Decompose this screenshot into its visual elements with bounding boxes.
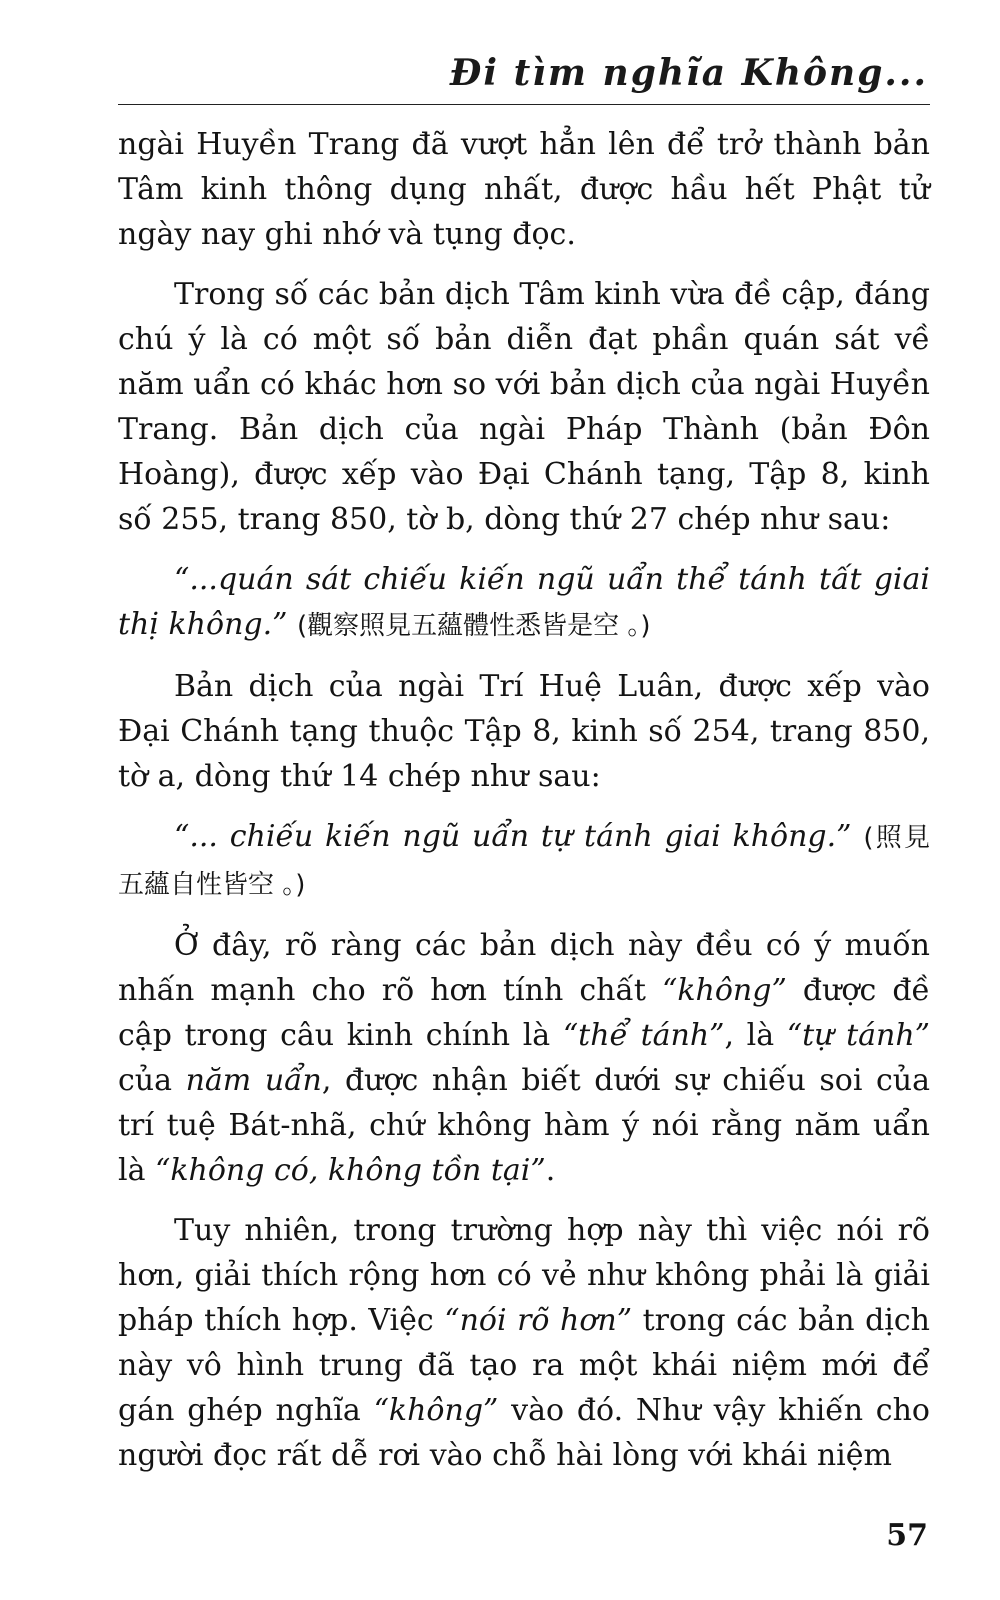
paragraph-2: Trong số các bản dịch Tâm kinh vừa đề cập, đáng chú ý là có một số bản diễn đạt phần quán sát về năm uẩn có khác hơn so với bản dịch của ngài Huyền Trang. Bản dịch của ngài Pháp Thành (bản Đôn Hoàng), được xếp vào Đại Chánh tạng, Tập 8, kinh số 255, trang 850, tờ b, dòng thứ 27 chép như sau:	[118, 277, 930, 537]
running-header: Đi tìm nghĩa Không...	[449, 52, 928, 94]
quote-2-text: “... chiếu kiến ngũ uẩn tự tánh giai không.”	[174, 819, 852, 854]
p4-em: “không có, không tồn tại”	[155, 1153, 546, 1188]
p5-em: “không”	[373, 1393, 499, 1428]
p5-em: “nói rõ hơn”	[444, 1303, 633, 1338]
p4-text: , là	[724, 1018, 787, 1053]
p4-em: “tự tánh”	[786, 1018, 931, 1053]
paragraph-3: Bản dịch của ngài Trí Huệ Luân, được xếp vào Đại Chánh tạng thuộc Tập 8, kinh số 254, trang 850, tờ a, dòng thứ 14 chép như sau:	[118, 669, 930, 794]
p4-em: “thể tánh”	[562, 1018, 725, 1053]
p4-text: được đề cập trong câu kinh chính là	[118, 973, 930, 1053]
p5-text: trong các bản dịch này vô hình trung đã tạo ra một khái niệm mới để gán ghép nghĩa	[118, 1303, 931, 1428]
p4-em: năm uẩn	[185, 1063, 322, 1098]
paragraph-4	[118, 923, 930, 1193]
paragraph-1: ngài Huyền Trang đã vượt hẳn lên để trở thành bản Tâm kinh thông dụng nhất, được hầu hết Phật tử ngày nay ghi nhớ và tụng đọc.	[118, 127, 930, 252]
p4-text: , được nhận biết dưới sự chiếu soi của trí tuệ Bát-nhã, chứ không hàm ý nói rằng năm uẩn là	[118, 1063, 931, 1188]
p4-text: Ở đây, rõ ràng các bản dịch này đều có ý muốn nhấn mạnh cho rõ hơn tính chất	[118, 928, 930, 1008]
quote-2-han: (照見五蘊自性皆空 。)	[118, 823, 930, 900]
quote-1-text: “...quán sát chiếu kiến ngũ uẩn thể tánh tất giai thị không.”	[118, 562, 930, 642]
quote-1	[118, 557, 930, 649]
header-rule	[118, 104, 930, 105]
page-number: 57	[886, 1518, 928, 1553]
p4-text: .	[545, 1153, 556, 1188]
quote-2	[118, 814, 930, 908]
body-text	[118, 122, 930, 1493]
quote-1-han: (觀察照見五蘊體性悉皆是空 。)	[297, 611, 651, 641]
paragraph-5	[118, 1208, 930, 1478]
p4-em: “không”	[662, 973, 787, 1008]
p5-text: Tuy nhiên, trong trường hợp này thì việc nói rõ hơn, giải thích rộng hơn có vẻ như không phải là giải pháp thích hợp. Việc	[118, 1213, 930, 1338]
p5-text: vào đó. Như vậy khiến cho người đọc rất dễ rơi vào chỗ hài lòng với khái niệm	[118, 1393, 930, 1473]
p4-text: của	[118, 1063, 186, 1098]
